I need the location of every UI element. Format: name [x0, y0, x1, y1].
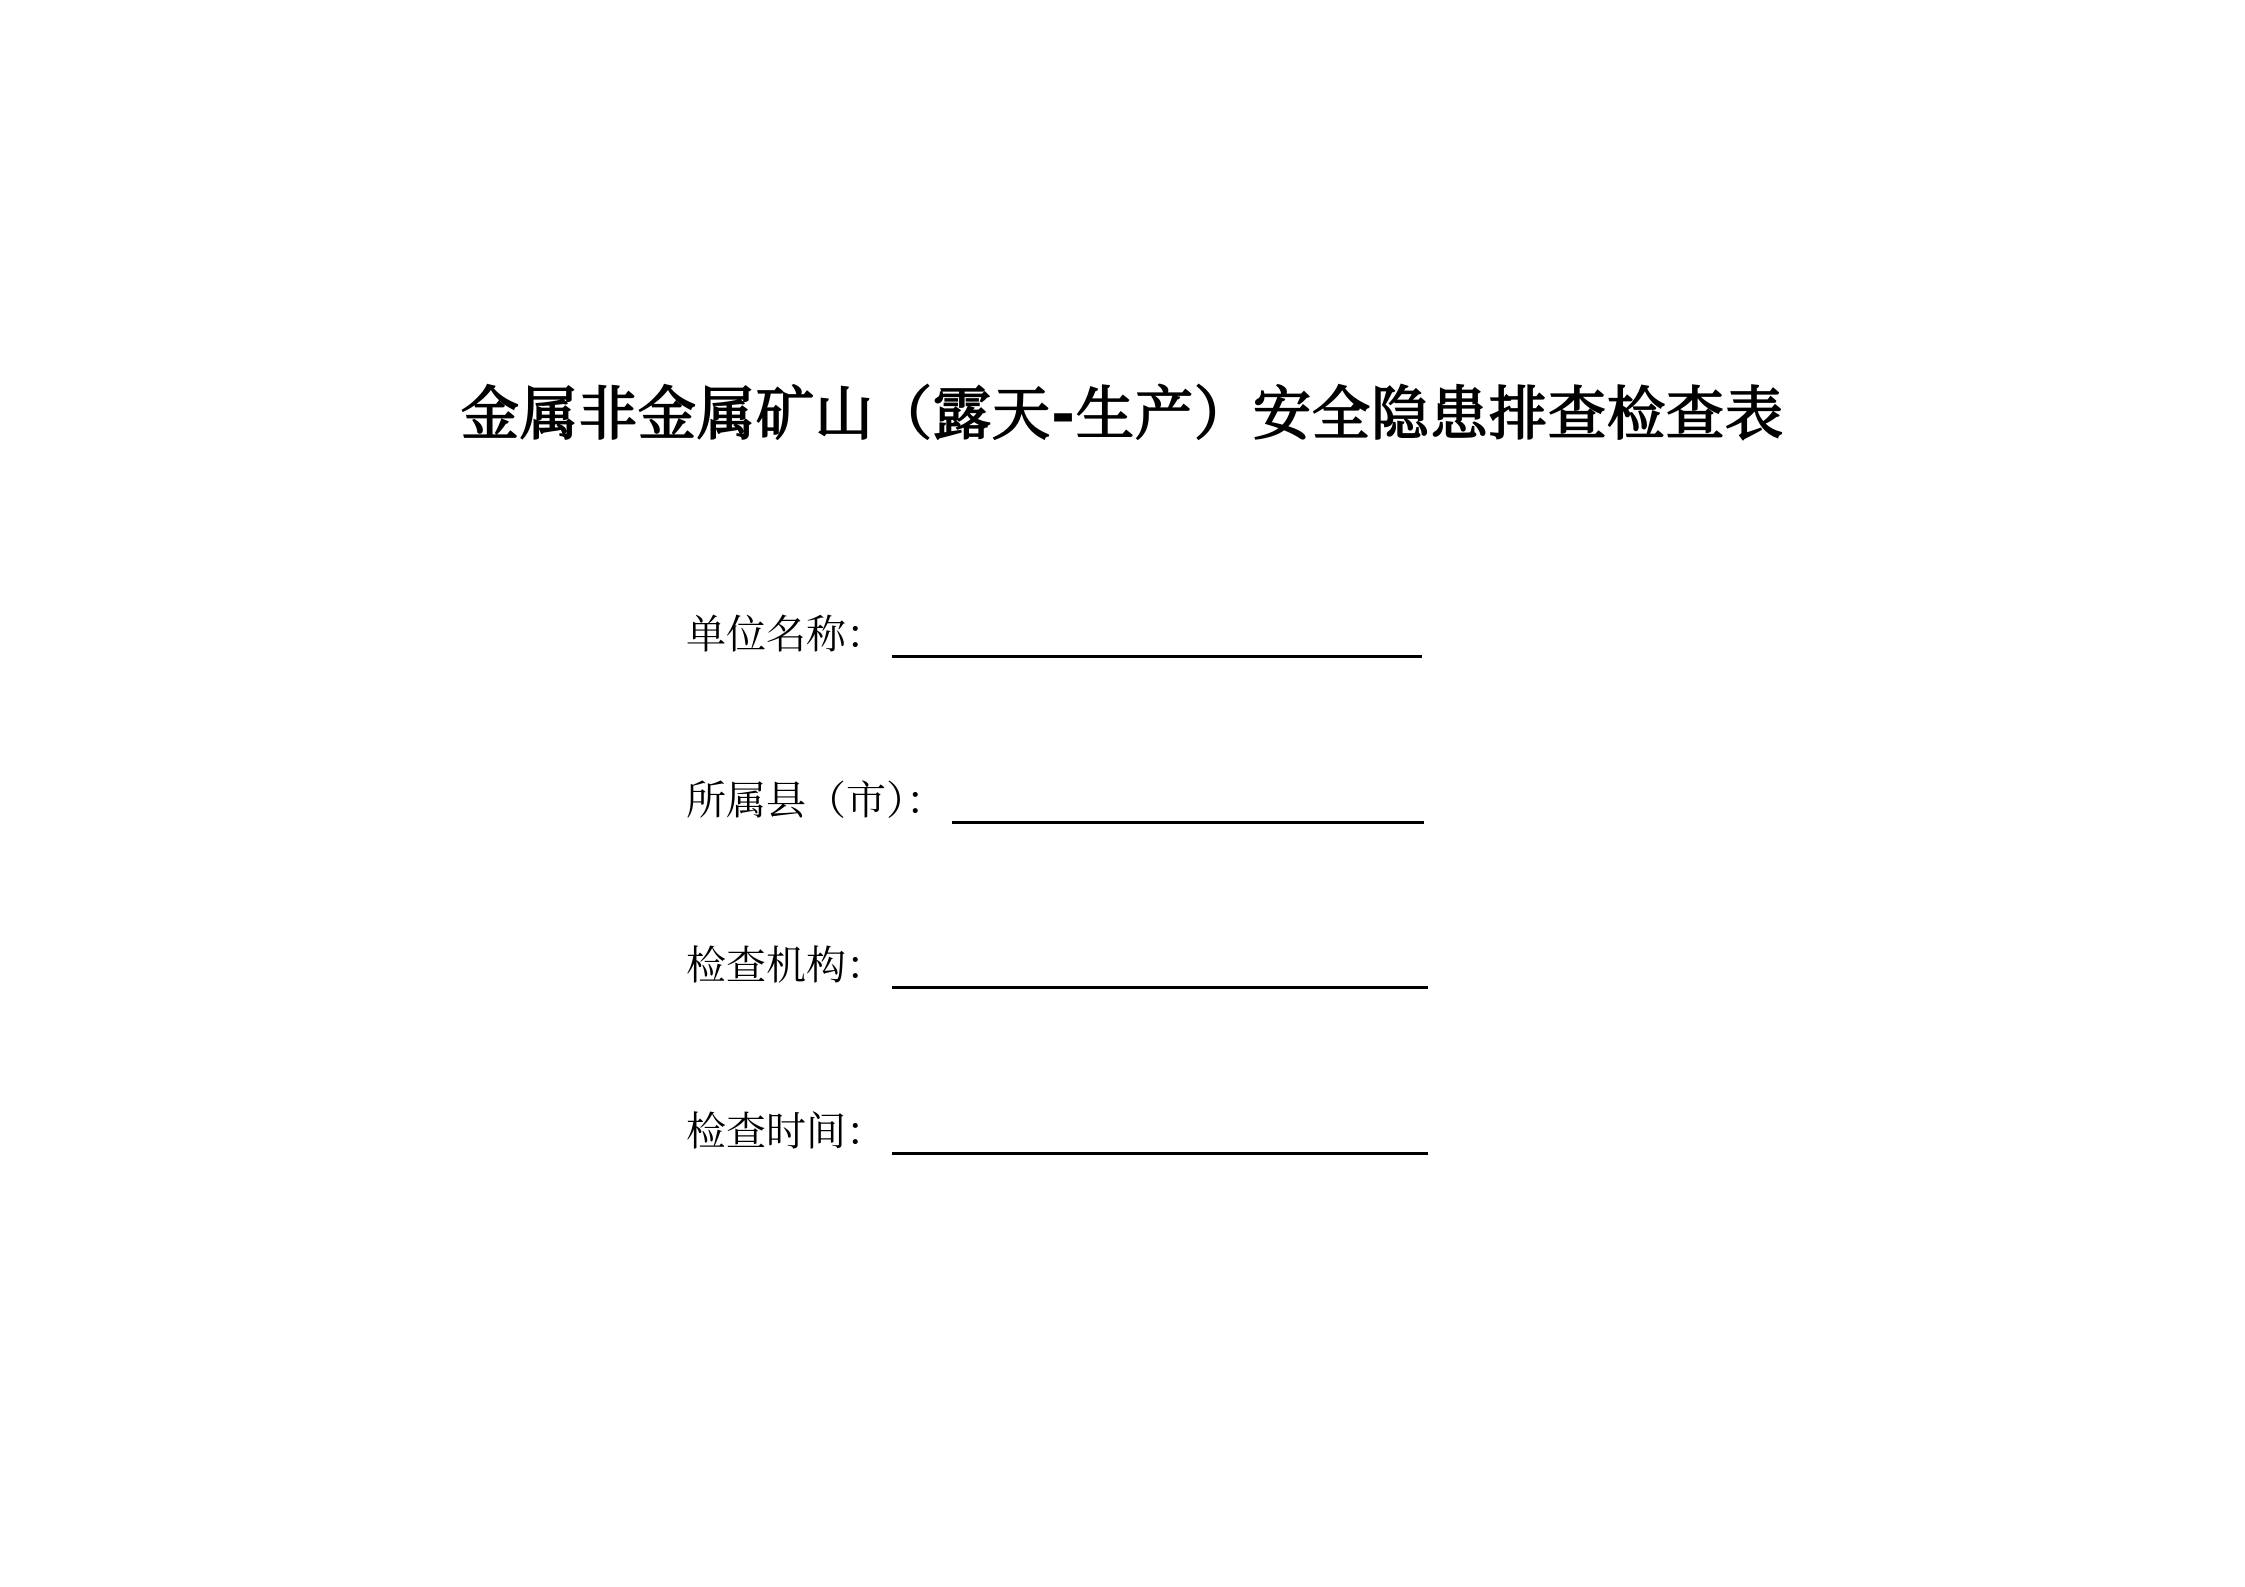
field-blank-inspection-org[interactable] — [892, 936, 1428, 989]
field-label-inspection-time: 检查时间： — [686, 1109, 886, 1155]
field-blank-inspection-time[interactable] — [892, 1102, 1428, 1155]
field-blank-county[interactable] — [952, 771, 1424, 824]
document-title: 金属非金属矿山（露天-生产）安全隐患排查检查表 — [460, 379, 1785, 448]
field-label-inspection-org: 检查机构： — [686, 943, 886, 989]
field-blank-unit-name[interactable] — [892, 605, 1422, 658]
field-unit-name — [686, 600, 1422, 660]
field-inspection-time — [686, 1097, 1428, 1157]
field-inspection-org — [686, 931, 1428, 991]
field-county — [686, 766, 1424, 826]
field-label-county: 所属县（市）： — [686, 778, 946, 824]
field-label-unit-name: 单位名称： — [686, 612, 886, 658]
